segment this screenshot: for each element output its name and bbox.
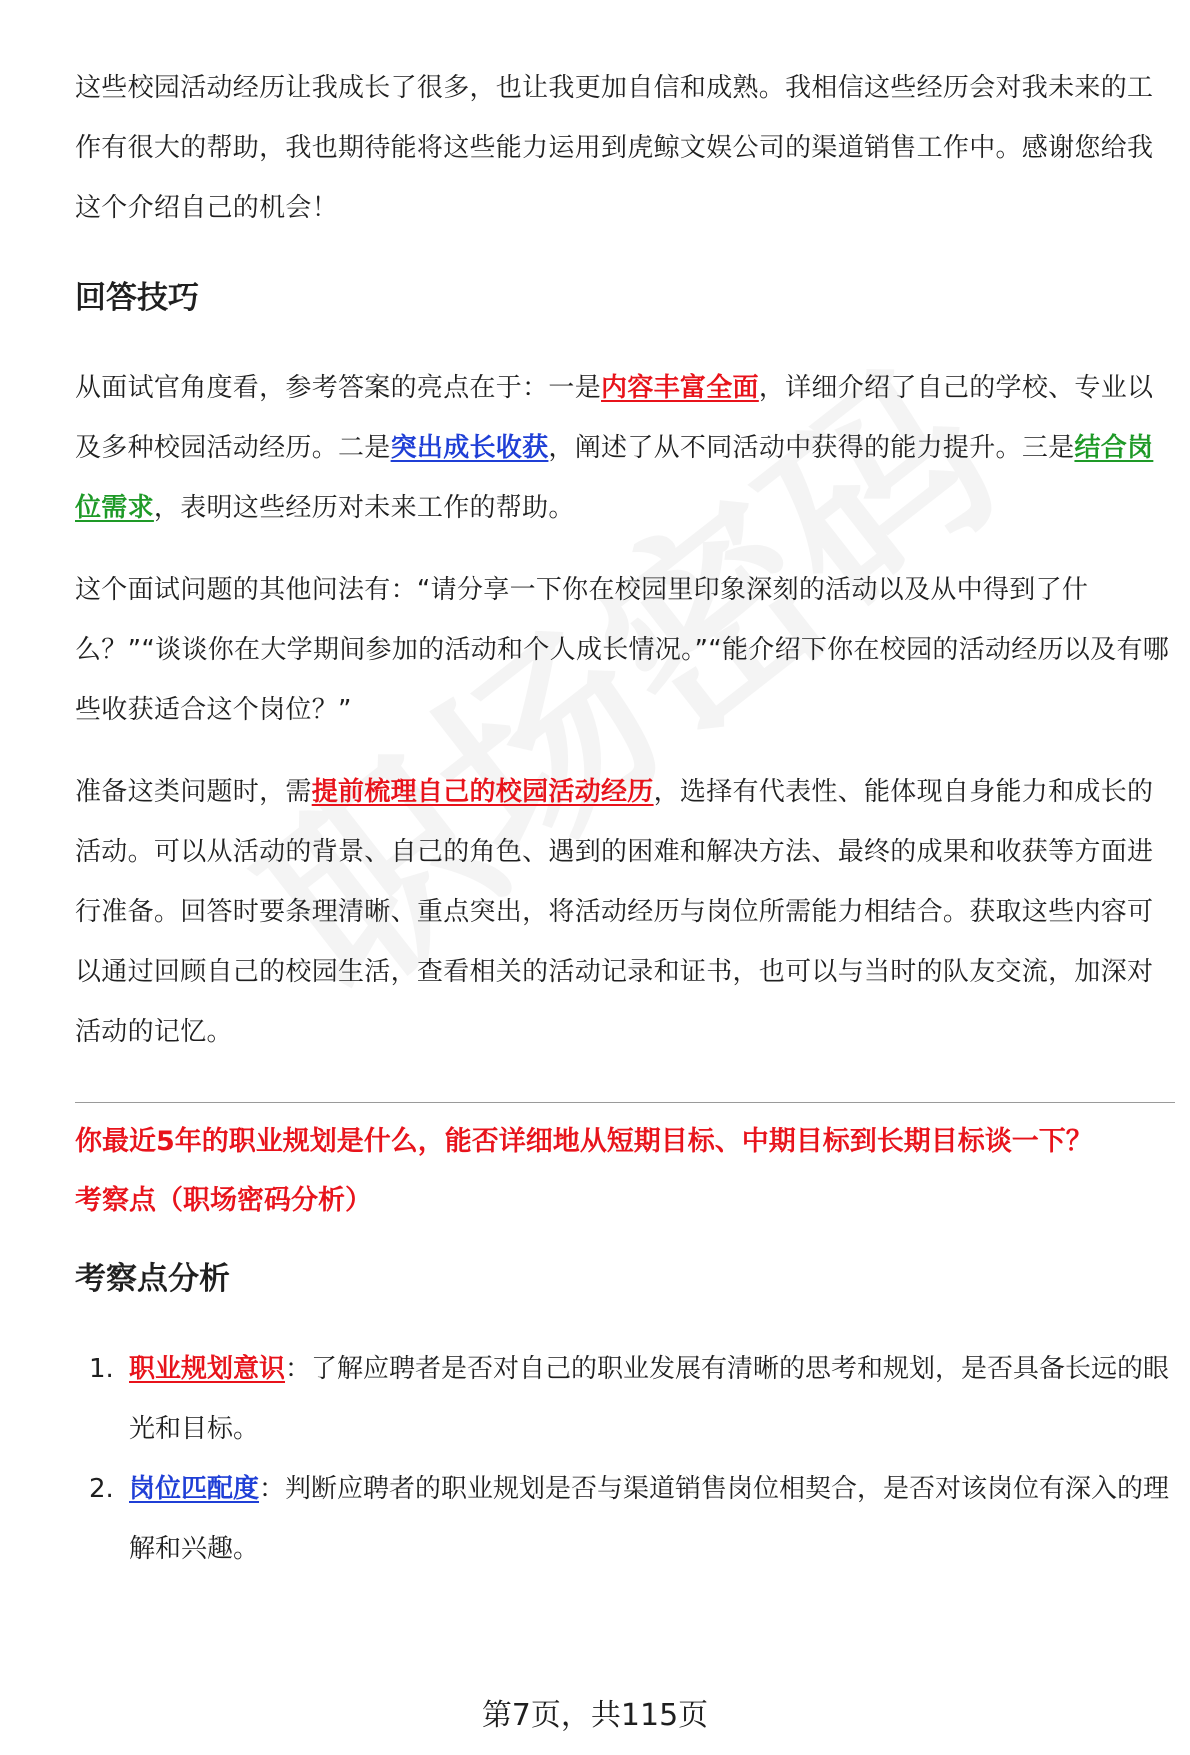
text-segment: ，阐述了从不同活动中获得的能力提升。三是: [548, 433, 1075, 463]
highlight-job-needs: 结合岗位需求: [75, 433, 1154, 523]
highlight-content-rich: 内容丰富全面: [601, 373, 759, 403]
highlight-growth: 突出成长收获: [390, 433, 549, 463]
list-key: 职业规划意识: [129, 1354, 286, 1384]
list-text: ：了解应聘者是否对自己的职业发展有清晰的思考和规划，是否具备长远的眼光和目标。: [129, 1354, 1170, 1444]
tips-paragraph-3: [75, 762, 1175, 1062]
page-content: [75, 58, 1175, 1579]
list-item: [75, 1339, 1175, 1459]
tips-paragraph-1: [75, 358, 1175, 538]
highlight-prepare: 提前梳理自己的校园活动经历: [311, 777, 654, 807]
tips-paragraph-2: 这个面试问题的其他问法有：“请分享一下你在校园里印象深刻的活动以及从中得到了什么？”“谈谈你在大学期间参加的活动和个人成长情况。”“能介绍下你在校园的活动经历以及有哪些收获适合这个岗位？”: [75, 575, 1170, 725]
text-segment: 准备这类问题时，需: [75, 777, 312, 807]
text-segment: ，详细介绍了自己的学校、专业以及多种校园活动经历。二是: [75, 373, 1154, 463]
analysis-heading: 考察点分析: [75, 1261, 230, 1297]
list-number: 2.: [89, 1474, 114, 1504]
intro-paragraph: 这些校园活动经历让我成长了很多，也让我更加自信和成熟。我相信这些经历会对我未来的工作有很大的帮助，我也期待能将这些能力运用到虎鲸文娱公司的渠道销售工作中。感谢您给我这个介绍自己的机会！: [75, 73, 1154, 223]
list-text: ：判断应聘者的职业规划是否与渠道销售岗位相契合，是否对该岗位有深入的理解和兴趣。: [129, 1474, 1170, 1564]
text-segment: ，表明这些经历对未来工作的帮助。: [153, 493, 575, 523]
question-title: 你最近5年的职业规划是什么，能否详细地从短期目标、中期目标到长期目标谈一下？: [75, 1126, 1093, 1157]
tips-heading: 回答技巧: [75, 280, 199, 316]
list-key: 岗位匹配度: [129, 1474, 260, 1504]
question-subtitle: 考察点（职场密码分析）: [75, 1185, 372, 1216]
page-footer: 第7页，共115页: [481, 1698, 709, 1733]
text-segment: ，选择有代表性、能体现自身能力和成长的活动。可以从活动的背景、自己的角色、遇到的困难和解决方法、最终的成果和收获等方面进行准备。回答时要条理清晰、重点突出，将活动经历与岗位所需能力相结合。获取这些内容可以通过回顾自己的校园生活，查看相关的活动记录和证书，也可以与当时的队友交流，加深对活动的记忆。: [75, 777, 1154, 1047]
list-item: [75, 1459, 1175, 1579]
analysis-list: [75, 1339, 1175, 1579]
list-number: 1.: [89, 1354, 114, 1384]
text-segment: 从面试官角度看，参考答案的亮点在于：一是: [75, 373, 602, 403]
